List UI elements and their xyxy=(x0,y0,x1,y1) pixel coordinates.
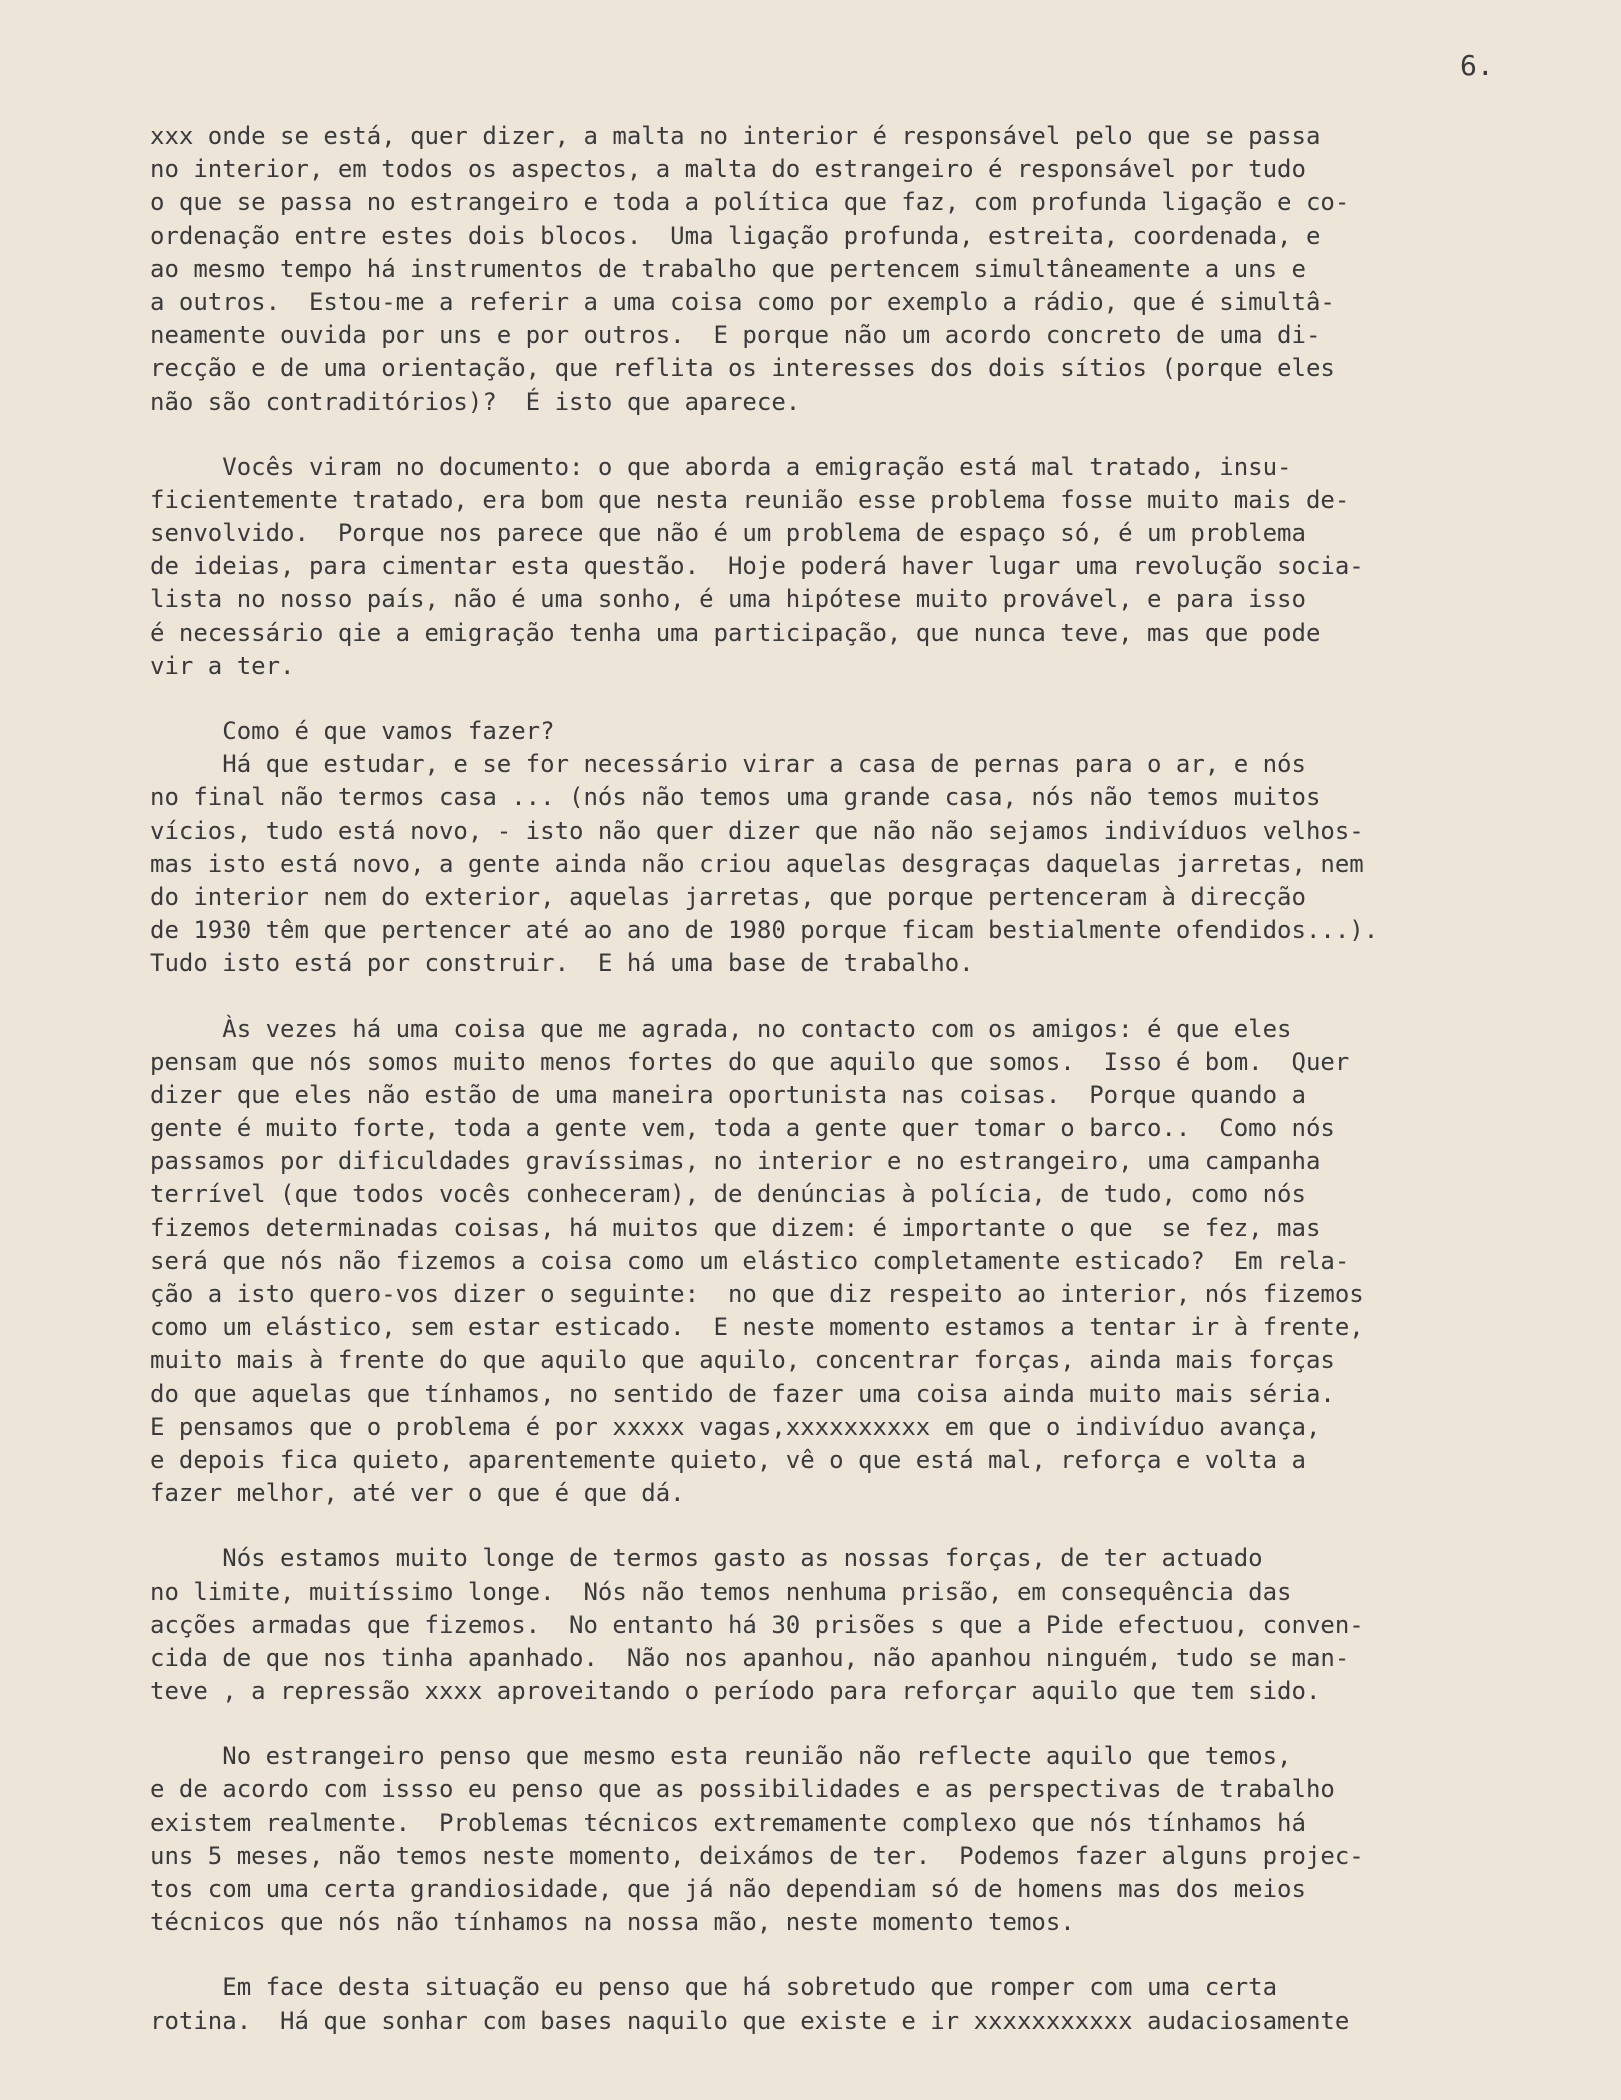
page-number: 6. xyxy=(1460,49,1494,82)
text-line: Nós estamos muito longe de termos gasto as nossas forças, de ter actuado xyxy=(150,1544,1263,1573)
text-line: No estrangeiro penso que mesmo esta reunião não reflecte aquilo que temos, xyxy=(150,1742,1292,1771)
text-line: E pensamos que o problema é por xxxxx vagas,xxxxxxxxxx em que o indivíduo avança, xyxy=(150,1412,1321,1441)
text-line: gente é muito forte, toda a gente vem, toda a gente quer tomar o barco.. Como nós xyxy=(150,1114,1335,1143)
text-line: a outros. Estou-me a referir a uma coisa como por exemplo a rádio, que é simultâ- xyxy=(150,287,1335,316)
text-line: do interior nem do exterior, aquelas jarretas, que porque pertenceram à direcção xyxy=(150,882,1306,911)
text-line: lista no nosso país, não é uma sonho, é uma hipótese muito provável, e para isso xyxy=(150,585,1306,614)
text-line: e de acordo com issso eu penso que as possibilidades e as perspectivas de trabalho xyxy=(150,1775,1335,1804)
text-line: vir a ter. xyxy=(150,651,295,680)
text-line: no interior, em todos os aspectos, a malta do estrangeiro é responsável por tudo xyxy=(150,155,1306,184)
text-line: Há que estudar, e se for necessário virar a casa de pernas para o ar, e nós xyxy=(150,750,1306,779)
text-line: teve , a repressão xxxx aproveitando o período para reforçar aquilo que tem sido. xyxy=(150,1677,1321,1706)
text-line: mas isto está novo, a gente ainda não criou aquelas desgraças daquelas jarretas, nem xyxy=(150,849,1364,878)
text-line: e depois fica quieto, aparentemente quieto, vê o que está mal, reforça e volta a xyxy=(150,1445,1306,1474)
text-line: ordenação entre estes dois blocos. Uma ligação profunda, estreita, coordenada, e xyxy=(150,221,1321,250)
text-line: recção e de uma orientação, que reflita os interesses dos dois sítios (porque eles xyxy=(150,354,1335,383)
text-line: Em face desta situação eu penso que há sobretudo que romper com uma certa xyxy=(150,1973,1278,2002)
paragraph-5 xyxy=(150,1542,1590,1708)
text-line: do que aquelas que tínhamos, no sentido de fazer uma coisa ainda muito mais séria. xyxy=(150,1379,1335,1408)
text-line: tos com uma certa grandiosidade, que já não dependiam só de homens mas dos meios xyxy=(150,1875,1306,1903)
text-line: uns 5 meses, não temos neste momento, deixámos de ter. Podemos fazer alguns projec- xyxy=(150,1841,1364,1870)
paragraph-2 xyxy=(150,451,1590,683)
text-line: o que se passa no estrangeiro e toda a política que faz, com profunda ligação e co- xyxy=(150,188,1350,217)
paragraph-7 xyxy=(150,1971,1590,2037)
text-line: como um elástico, sem estar esticado. E neste momento estamos a tentar ir à frente, xyxy=(150,1313,1364,1342)
text-line: senvolvido. Porque nos parece que não é um problema de espaço só, é um problema xyxy=(150,519,1306,548)
text-line: pensam que nós somos muito menos fortes do que aquilo que somos. Isso é bom. Quer xyxy=(150,1047,1350,1076)
paragraph-4 xyxy=(150,1013,1590,1511)
text-line: é necessário qie a emigração tenha uma participação, que nunca teve, mas que pode xyxy=(150,618,1321,647)
text-line: ção a isto quero-vos dizer o seguinte: no que diz respeito ao interior, nós fizemos xyxy=(150,1280,1364,1308)
text-line: técnicos que nós não tínhamos na nossa mão, neste momento temos. xyxy=(150,1908,1075,1937)
text-line: no limite, muitíssimo longe. Nós não temos nenhuma prisão, em consequência das xyxy=(150,1577,1292,1606)
text-line: de ideias, para cimentar esta questão. Hoje poderá haver lugar uma revolução socia- xyxy=(150,552,1364,581)
document-body xyxy=(150,120,1590,2070)
text-line: dizer que eles não estão de uma maneira oportunista nas coisas. Porque quando a xyxy=(150,1080,1306,1109)
text-line: de 1930 têm que pertencer até ao ano de 1980 porque ficam bestialmente ofendidos...). xyxy=(150,916,1379,945)
text-line: no final não termos casa ... (nós não temos uma grande casa, nós não temos muitos xyxy=(150,783,1321,812)
text-line: vícios, tudo está novo, - isto não quer dizer que não não sejamos indivíduos velhos- xyxy=(150,816,1364,845)
paragraph-1 xyxy=(150,120,1590,419)
text-line: acções armadas que fizemos. No entanto há 30 prisões s que a Pide efectuou, conven- xyxy=(150,1610,1364,1639)
paragraph-3 xyxy=(150,715,1590,981)
text-line: xxx onde se está, quer dizer, a malta no interior é responsável pelo que se passa xyxy=(150,122,1321,150)
text-line: Tudo isto está por construir. E há uma base de trabalho. xyxy=(150,949,974,978)
text-line: Vocês viram no documento: o que aborda a emigração está mal tratado, insu- xyxy=(150,452,1292,481)
text-line: ficientemente tratado, era bom que nesta reunião esse problema fosse muito mais de- xyxy=(150,485,1350,514)
text-line: neamente ouvida por uns e por outros. E porque não um acordo concreto de uma di- xyxy=(150,321,1321,350)
text-line: terrível (que todos vocês conheceram), de denúncias à polícia, de tudo, como nós xyxy=(150,1180,1306,1209)
text-line: não são contraditórios)? É isto que aparece. xyxy=(150,387,801,416)
paragraph-6 xyxy=(150,1740,1590,1939)
text-line: fizemos determinadas coisas, há muitos que dizem: é importante o que se fez, mas xyxy=(150,1213,1321,1242)
text-line: Como é que vamos fazer? xyxy=(150,717,555,745)
text-line: Às vezes há uma coisa que me agrada, no contacto com os amigos: é que eles xyxy=(150,1014,1292,1043)
text-line: será que nós não fizemos a coisa como um elástico completamente esticado? Em rela- xyxy=(150,1246,1350,1275)
text-line: cida de que nos tinha apanhado. Não nos apanhou, não apanhou ninguém, tudo se man- xyxy=(150,1643,1350,1672)
text-line: rotina. Há que sonhar com bases naquilo que existe e ir xxxxxxxxxxx audaciosamente xyxy=(150,2006,1350,2035)
text-line: muito mais à frente do que aquilo que aquilo, concentrar forças, ainda mais forças xyxy=(150,1346,1335,1375)
text-line: existem realmente. Problemas técnicos extremamente complexo que nós tínhamos há xyxy=(150,1808,1306,1837)
text-line: ao mesmo tempo há instrumentos de trabalho que pertencem simultâneamente a uns e xyxy=(150,254,1306,283)
text-line: passamos por dificuldades gravíssimas, no interior e no estrangeiro, uma campanha xyxy=(150,1147,1321,1176)
text-line: fazer melhor, até ver o que é que dá. xyxy=(150,1479,685,1508)
